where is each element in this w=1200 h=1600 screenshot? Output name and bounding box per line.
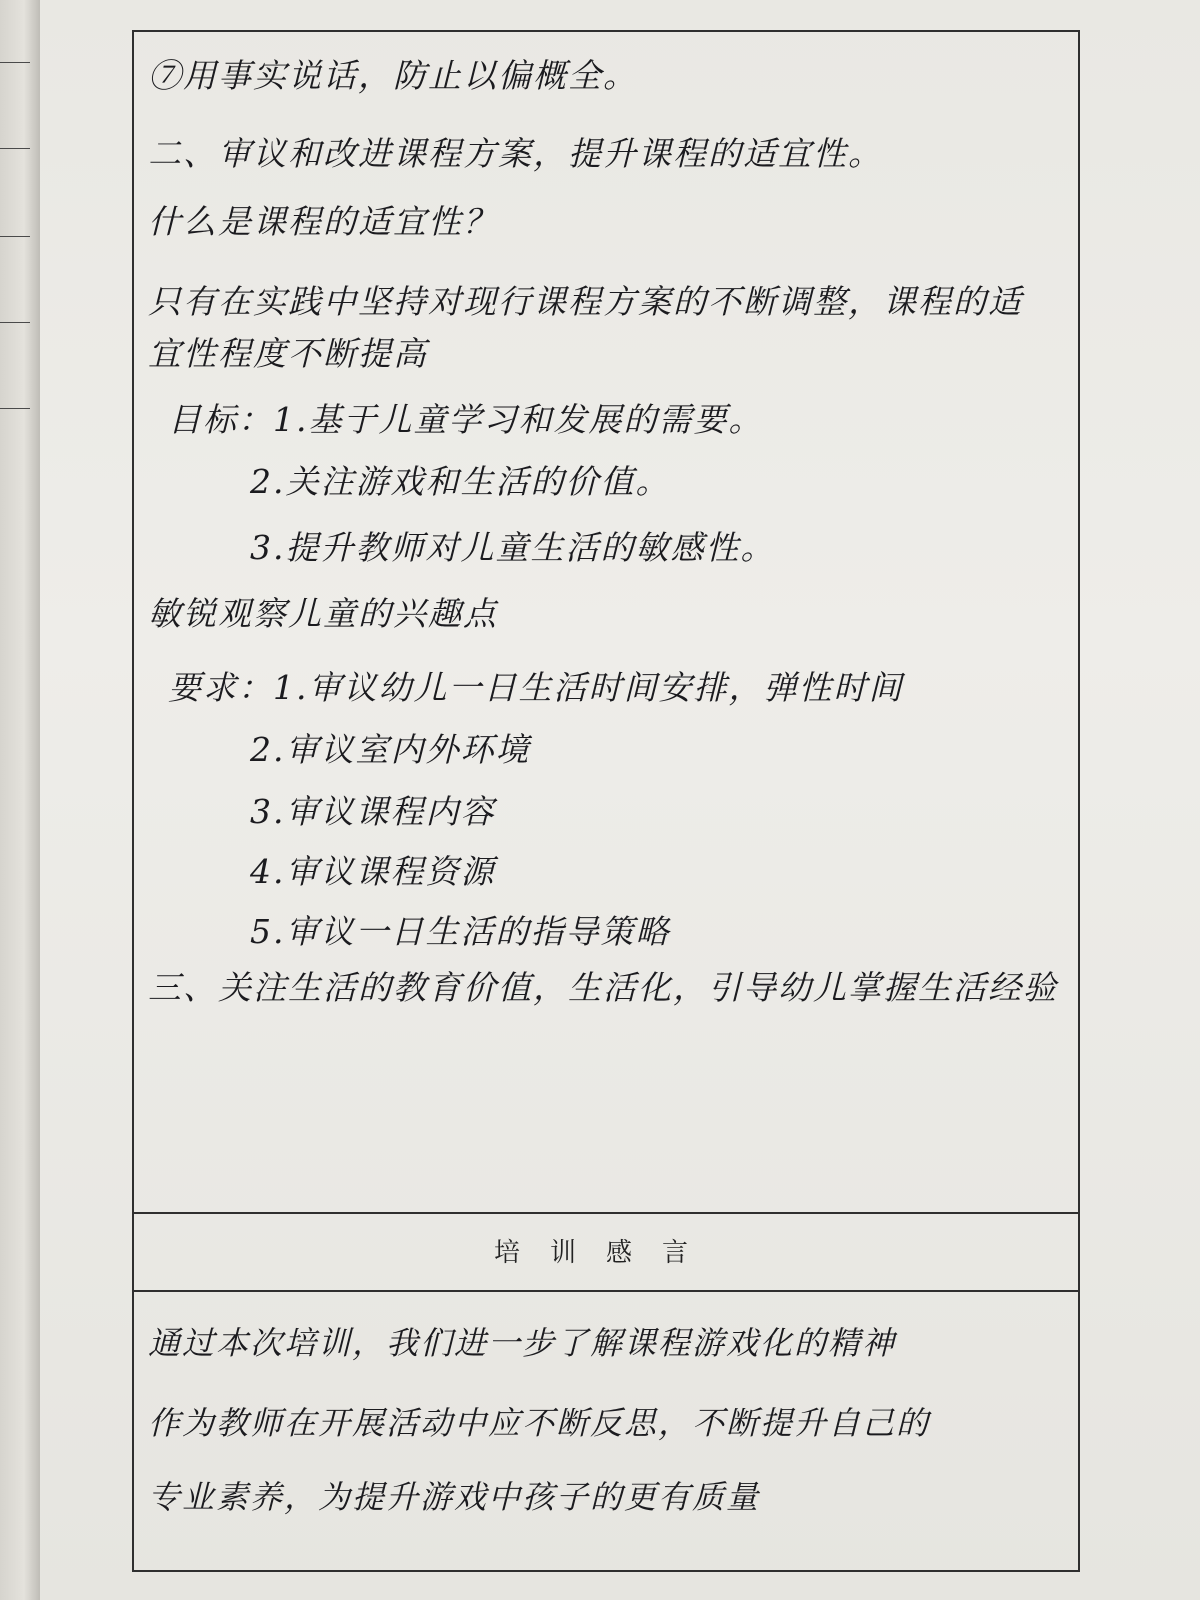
section-divider-bottom (132, 1290, 1080, 1292)
reflection-line: 通过本次培训，我们进一步了解课程游戏化的精神 (148, 1324, 897, 1362)
note-line: 只有在实践中坚持对现行课程方案的不断调整，课程的适 (148, 282, 1023, 321)
left-page-rule (0, 322, 30, 323)
reflection-line: 作为教师在开展活动中应不断反思，不断提升自己的 (148, 1404, 931, 1442)
note-line: 要求：1.审议幼儿一日生活时间安排，弹性时间 (168, 668, 904, 707)
note-line: 二、审议和改进课程方案，提升课程的适宜性。 (148, 134, 883, 173)
note-line: 三、关注生活的教育价值，生活化，引导幼儿掌握生活经验 (148, 968, 1058, 1007)
section-title: 培训感言 (493, 1238, 718, 1268)
note-line: 4.审议课程资源 (250, 852, 496, 891)
note-line: 3.提升教师对儿童生活的敏感性。 (250, 528, 776, 567)
left-page-rule (0, 62, 30, 63)
note-line: 什么是课程的适宜性？ (148, 202, 498, 241)
note-line: 宜性程度不断提高 (148, 334, 428, 373)
note-line: 目标：1.基于儿童学习和发展的需要。 (168, 400, 764, 439)
left-page-rule (0, 236, 30, 237)
note-line: ⑦用事实说话，防止以偏概全。 (148, 56, 638, 95)
left-page-rule (0, 148, 30, 149)
note-line: 2.关注游戏和生活的价值。 (250, 462, 671, 501)
left-page-rule (0, 408, 30, 409)
section-divider-top (132, 1212, 1080, 1214)
note-line: 3.审议课程内容 (250, 792, 496, 831)
left-page-edge (0, 0, 42, 1600)
note-line: 2.审议室内外环境 (250, 730, 531, 769)
note-line: 敏锐观察儿童的兴趣点 (148, 594, 498, 633)
note-line: 5.审议一日生活的指导策略 (250, 912, 671, 951)
reflection-line: 专业素养，为提升游戏中孩子的更有质量 (148, 1478, 761, 1516)
